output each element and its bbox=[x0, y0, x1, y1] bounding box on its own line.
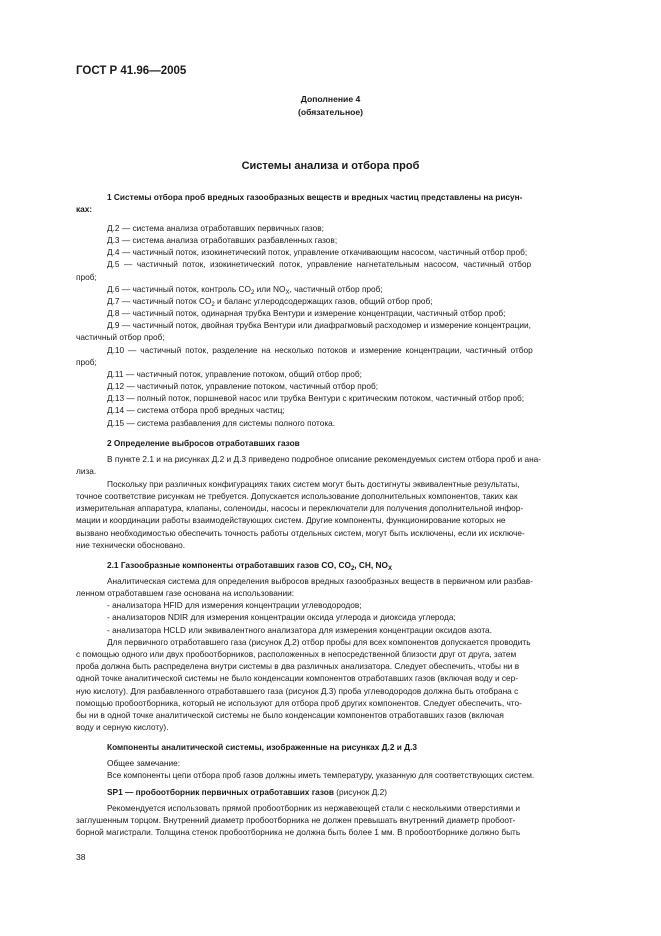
text-line: заглушенным торцом. Внутренний диаметр пробоотборника не должен превышать внутренний диаметр пробоот- bbox=[76, 815, 516, 826]
list-item: Д.12 — частичный поток, управление потоком, частичный отбор проб; bbox=[107, 381, 379, 392]
text-line: борной магистрали. Толщина стенок пробоотборника не должна быть более 1 мм. В пробоотборнике должно быть bbox=[76, 827, 521, 838]
general-note bbox=[76, 757, 615, 781]
text-line: Поскольку при различных конфигурациях таких систем могут быть достигнуты эквивалентные результаты, bbox=[107, 479, 520, 489]
list-item-cont: проб; bbox=[76, 356, 97, 367]
list-item: Д.6 — частичный поток, контроль $CO_2$ или $NO_X$, частичный отбор проб; bbox=[107, 283, 383, 296]
list-item: Д.5 — частичный поток, изокинетический поток, управление нагнетательным насосом, частичный отбор bbox=[107, 259, 532, 270]
components-heading: Компоненты аналитической системы, изображенные на рисунках Д.2 и Д.3 bbox=[107, 742, 417, 752]
sp1-text bbox=[76, 802, 615, 838]
section-2-para-1 bbox=[76, 453, 615, 477]
list-item: Д.9 — частичный поток, двойная трубка Вентури или диафрагмовый расходомер и измерение концентрации, bbox=[107, 320, 531, 331]
note-label: Общее замечание: bbox=[107, 758, 181, 768]
text-line: ную кислоту). Для разбавленного отработавшего газа (рисунок Д.3) проба углеводородов должна быть отобрана с bbox=[76, 685, 519, 696]
list-item: Д.2 — система анализа отработавших первичных газов; bbox=[107, 223, 324, 233]
text-line: лиза. bbox=[76, 466, 97, 477]
text-line: мации и координации работы взаимодействующих систем. Другие компоненты, функционирование которых не bbox=[76, 515, 506, 526]
list-item-cont: частичный отбор проб; bbox=[76, 332, 165, 343]
sp1-heading: SP1 — пробоотборник первичных отработавших газов (рисунок Д.2) bbox=[107, 787, 388, 797]
section-1-heading-cont: ках: bbox=[76, 204, 93, 215]
list-item: Д.10 — частичный поток, разделение на несколько потоков и измерение концентрации, частичный отбор bbox=[107, 344, 533, 355]
page-number: 38 bbox=[76, 852, 86, 862]
list-item: Д.3 — система анализа отработавших разбавленных газов; bbox=[107, 235, 338, 246]
text-line: Для первичного отработавшего газа (рисунок Д.2) отбор пробы для всех компонентов допускается проводить bbox=[107, 637, 531, 647]
text-line: вызвано необходимостью обеспечить точность работы отдельных систем, могут быть исключены, если их исключе- bbox=[76, 527, 525, 538]
section-2-1-heading: 2.1 Газообразные компоненты отработавших газов CO, $CO_2$, CH, $NO_X$ bbox=[107, 560, 392, 572]
text-line: помощью пробоотборника, который не используют для отбора проб других компонентов. Следует обеспечить, что- bbox=[76, 697, 522, 708]
text-line: ние технически обосновано. bbox=[76, 539, 186, 550]
figure-list bbox=[76, 222, 615, 429]
text-line: бы ни в одной точке аналитической системы не было конденсации компонентов отработавших газов (включая bbox=[76, 709, 504, 720]
section-1 bbox=[76, 191, 615, 215]
list-item: Д.8 — частичный поток, одинарная трубка Вентури и измерение концентрации, частичный отбор проб; bbox=[107, 308, 506, 319]
appendix-title: Дополнение 4 bbox=[300, 94, 361, 104]
text-line: воду и серную кислоту). bbox=[76, 722, 169, 733]
section-2-1-para-1 bbox=[76, 575, 615, 636]
list-item: Д.7 — частичный поток $CO_2$ и баланс углеродсодержащих газов, общий отбор проб; bbox=[107, 295, 433, 308]
section-2 bbox=[76, 437, 615, 449]
text-line: проба должна быть распределена внутри системы в два различных анализатора. Следует обеспечить, чтобы ни в bbox=[76, 661, 520, 672]
text-line: измерительная аппаратура, клапаны, соленоиды, насосы и переключатели для получения дополнительной инфор- bbox=[76, 503, 524, 514]
section-2-1-para-2 bbox=[76, 636, 615, 733]
list-item: Д.11 — частичный поток, управление потоком, общий отбор проб; bbox=[107, 368, 362, 379]
text-line: - анализатора HFID для измерения концентрации углеводородов; bbox=[107, 600, 362, 611]
list-item: Д.15 — система разбавления для системы полного потока. bbox=[107, 417, 336, 428]
section-2-heading: 2 Определение выбросов отработавших газов bbox=[107, 438, 300, 448]
document-header: ГОСТ Р 41.96—2005 bbox=[76, 65, 187, 77]
text-line: Аналитическая система для определения выбросов вредных газообразных веществ в первичном или разбав- bbox=[107, 576, 533, 586]
text-line: В пункте 2.1 и на рисунках Д.2 и Д.3 приведено подробное описание рекомендуемых систем отбора проб и ана- bbox=[107, 454, 542, 464]
list-item-cont: проб; bbox=[76, 271, 97, 282]
text-line: одной точке аналитической системы не было конденсации компонентов отработавших газов (включая воду и сер- bbox=[76, 673, 519, 684]
section-2-para-2 bbox=[76, 478, 615, 551]
page-title: Системы анализа и отбора проб bbox=[241, 160, 420, 172]
text-line: - анализаторов NDIR для измерения концентрации оксида углерода и диоксида углерода; bbox=[107, 612, 456, 623]
text-line: Рекомендуется использовать прямой пробоотборник из нержавеющей стали с несколькими отверстиями и bbox=[107, 803, 521, 813]
text-line: с помощью одного или двух пробоотборников, расположенных в непосредственной близости друг от друга, затем bbox=[76, 649, 517, 660]
section-1-heading: 1 Системы отбора проб вредных газообразных веществ и вредных частиц представлены на рисун- bbox=[107, 192, 523, 202]
text-line: точное соответствие рисункам не требуется. Допускается использование дополнительных компонентов, таких как bbox=[76, 491, 518, 502]
text-line: - анализатора HCLD или эквивалентного анализатора для измерения концентрации оксидов азота. bbox=[107, 624, 492, 635]
note-text: Все компоненты цепи отбора проб газов должны иметь температуру, указанную для соответствующих систем. bbox=[107, 770, 535, 781]
appendix-status: (обязательное) bbox=[297, 107, 364, 117]
list-item: Д.13 — полный поток, поршневой насос или трубка Вентури с критическим потоком, частичный отбор проб; bbox=[107, 393, 525, 404]
list-item: Д.14 — система отбора проб вредных частиц; bbox=[107, 405, 285, 416]
text-line: ленном отработавшем газе основана на использовании: bbox=[76, 588, 295, 599]
list-item: Д.4 — частичный поток, изокинетический поток, управление откачивающим насосом, частичный отбор проб; bbox=[107, 247, 528, 258]
